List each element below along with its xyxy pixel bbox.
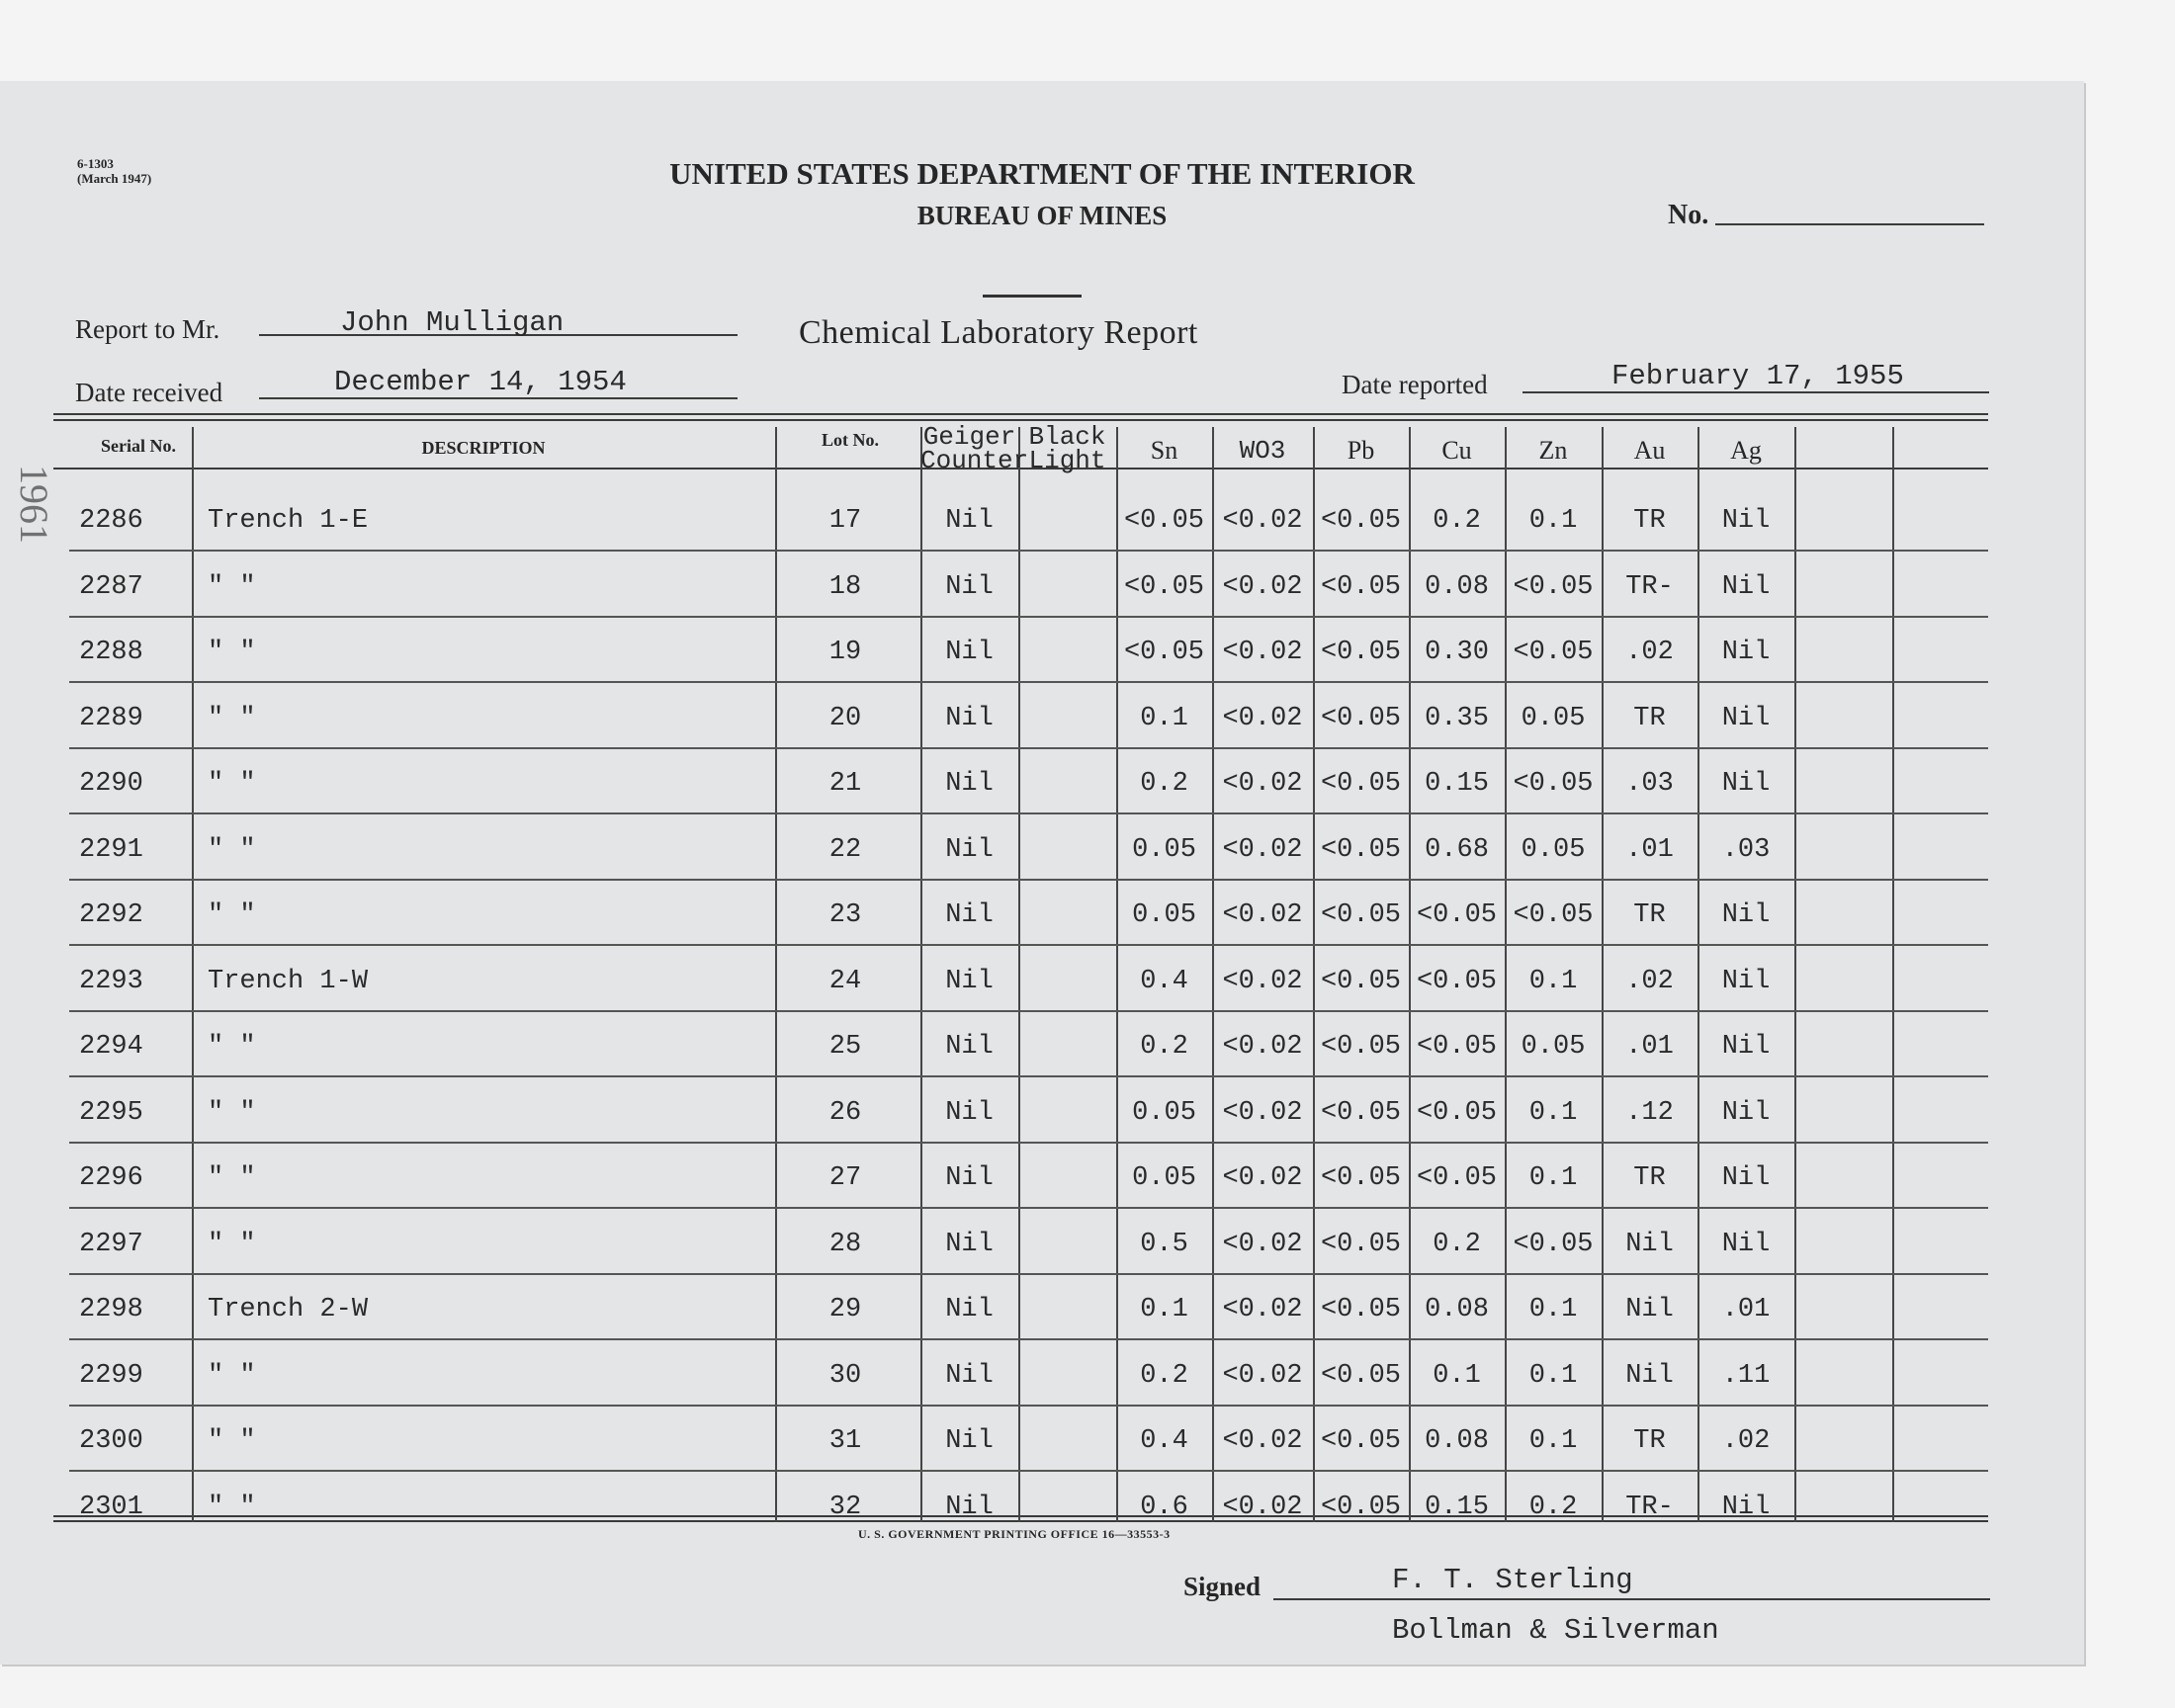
cell-wo3: <0.02 (1222, 638, 1303, 667)
cell-wo3: <0.02 (1222, 1097, 1303, 1128)
cell-pb: <0.05 (1320, 1360, 1401, 1391)
cell-lot: 29 (828, 1295, 862, 1324)
cell-serial: 2295 (79, 1097, 143, 1128)
margin-handwriting: 1961 (12, 465, 56, 544)
cell-sn: 0.5 (1140, 1229, 1188, 1259)
cell-ag: Nil (1721, 638, 1771, 667)
cell-pb: <0.05 (1320, 638, 1401, 667)
signed-label: Signed (1183, 1572, 1262, 1601)
cell-serial: 2294 (79, 1032, 143, 1062)
cell-cu: 0.15 (1425, 1492, 1489, 1522)
header-serial: Serial No. (101, 436, 176, 456)
cell-au: TR (1633, 1426, 1666, 1456)
cell-lot: 31 (828, 1426, 862, 1456)
cell-geiger: Nil (945, 638, 994, 667)
cell-sn: 0.05 (1132, 1163, 1196, 1193)
cell-sn: 0.2 (1140, 769, 1188, 799)
signed-firm: Bollman & Silverman (1392, 1614, 1719, 1647)
cell-sn: 0.2 (1140, 1032, 1188, 1062)
col-divider (192, 427, 194, 1522)
header-pb: Pb (1347, 436, 1375, 465)
col-divider (775, 427, 777, 1522)
cell-zn: 0.05 (1521, 703, 1586, 733)
cell-cu: <0.05 (1416, 1032, 1497, 1062)
cell-description: " " (208, 638, 256, 667)
cell-cu: 0.08 (1425, 1295, 1489, 1324)
cell-geiger: Nil (945, 1295, 994, 1324)
cell-pb: <0.05 (1320, 900, 1401, 930)
cell-geiger: Nil (945, 703, 994, 733)
cell-zn: 0.1 (1528, 1360, 1578, 1391)
row-rule (69, 812, 1988, 814)
cell-zn: 0.1 (1528, 1163, 1578, 1193)
header-geiger: Geiger Counter (920, 422, 1029, 475)
cell-lot: 26 (828, 1097, 862, 1128)
cell-sn: 0.05 (1132, 900, 1196, 930)
cell-ag: Nil (1721, 571, 1771, 602)
cell-zn: <0.05 (1513, 769, 1594, 799)
cell-lot: 18 (828, 571, 862, 602)
cell-geiger: Nil (945, 1426, 994, 1456)
cell-serial: 2291 (79, 834, 143, 865)
cell-lot: 32 (828, 1492, 862, 1522)
report-to-value: John Mulligan (340, 306, 565, 339)
date-received-label: Date received (75, 378, 223, 407)
cell-description: Trench 1-W (208, 966, 369, 996)
col-divider (1892, 427, 1894, 1522)
title-rule (983, 295, 1082, 298)
signed-name: F. T. Sterling (1392, 1564, 1633, 1596)
date-reported-value: February 17, 1955 (1611, 360, 1904, 392)
form-date: (March 1947) (77, 171, 152, 186)
cell-au: TR- (1625, 571, 1674, 602)
cell-geiger: Nil (945, 834, 994, 865)
cell-au: Nil (1625, 1360, 1674, 1391)
cell-wo3: <0.02 (1222, 1229, 1303, 1259)
cell-pb: <0.05 (1320, 571, 1401, 602)
cell-description: " " (208, 1032, 256, 1062)
cell-au: TR (1633, 506, 1666, 536)
cell-cu: 0.30 (1425, 638, 1489, 667)
cell-zn: 0.1 (1528, 1295, 1578, 1324)
cell-description: " " (208, 1492, 256, 1522)
cell-pb: <0.05 (1320, 1163, 1401, 1193)
header-au: Au (1633, 436, 1666, 465)
cell-geiger: Nil (945, 506, 994, 536)
row-rule (69, 1207, 1988, 1209)
cell-ag: Nil (1721, 900, 1771, 930)
cell-sn: 0.4 (1140, 1426, 1188, 1456)
cell-description: " " (208, 1097, 256, 1128)
cell-pb: <0.05 (1320, 1229, 1401, 1259)
row-rule (69, 1338, 1988, 1340)
cell-pb: <0.05 (1320, 966, 1401, 996)
cell-sn: 0.05 (1132, 834, 1196, 865)
cell-zn: 0.1 (1528, 506, 1578, 536)
report-number-line (1715, 223, 1984, 225)
cell-serial: 2286 (79, 506, 143, 536)
row-rule (69, 616, 1988, 618)
cell-geiger: Nil (945, 571, 994, 602)
cell-cu: 0.08 (1425, 571, 1489, 602)
cell-au: TR (1633, 900, 1666, 930)
row-rule (69, 747, 1988, 749)
cell-cu: 0.35 (1425, 703, 1489, 733)
cell-geiger: Nil (945, 1097, 994, 1128)
cell-au: .12 (1625, 1097, 1674, 1128)
cell-ag: Nil (1721, 1097, 1771, 1128)
cell-au: .03 (1625, 769, 1674, 799)
cell-pb: <0.05 (1320, 1295, 1401, 1324)
cell-wo3: <0.02 (1222, 571, 1303, 602)
cell-cu: <0.05 (1416, 1163, 1497, 1193)
header-zn: Zn (1538, 436, 1568, 465)
header-ag: Ag (1730, 436, 1762, 465)
bureau-title: BUREAU OF MINES (916, 201, 1168, 230)
cell-wo3: <0.02 (1222, 703, 1303, 733)
cell-sn: <0.05 (1123, 638, 1204, 667)
cell-au: Nil (1625, 1295, 1674, 1324)
cell-lot: 22 (828, 834, 862, 865)
cell-zn: <0.05 (1513, 638, 1594, 667)
cell-lot: 27 (828, 1163, 862, 1193)
cell-wo3: <0.02 (1222, 966, 1303, 996)
cell-description: " " (208, 1229, 256, 1259)
cell-ag: Nil (1721, 1163, 1771, 1193)
cell-serial: 2293 (79, 966, 143, 996)
row-rule (69, 944, 1988, 946)
cell-serial: 2287 (79, 571, 143, 602)
date-received-value: December 14, 1954 (334, 366, 627, 398)
cell-lot: 21 (828, 769, 862, 799)
cell-geiger: Nil (945, 769, 994, 799)
cell-ag: .11 (1721, 1360, 1771, 1391)
header-lot: Lot No. (822, 430, 879, 450)
cell-description: " " (208, 1360, 256, 1391)
cell-geiger: Nil (945, 966, 994, 996)
report-number-label: No. (1668, 200, 1709, 230)
cell-description: " " (208, 769, 256, 799)
cell-pb: <0.05 (1320, 1097, 1401, 1128)
row-rule (69, 879, 1988, 881)
cell-serial: 2290 (79, 769, 143, 799)
row-rule (69, 1142, 1988, 1144)
cell-zn: <0.05 (1513, 571, 1594, 602)
cell-lot: 19 (828, 638, 862, 667)
cell-geiger: Nil (945, 1032, 994, 1062)
cell-pb: <0.05 (1320, 1426, 1401, 1456)
cell-description: Trench 2-W (208, 1295, 369, 1324)
cell-ag: Nil (1721, 1492, 1771, 1522)
cell-ag: .02 (1721, 1426, 1771, 1456)
cell-serial: 2301 (79, 1492, 143, 1522)
cell-lot: 30 (828, 1360, 862, 1391)
cell-description: " " (208, 703, 256, 733)
cell-pb: <0.05 (1320, 834, 1401, 865)
header-sn: Sn (1150, 436, 1178, 465)
date-reported-label: Date reported (1342, 370, 1488, 399)
cell-serial: 2296 (79, 1163, 143, 1193)
cell-cu: <0.05 (1416, 966, 1497, 996)
cell-sn: 0.4 (1140, 966, 1188, 996)
cell-cu: 0.15 (1425, 769, 1489, 799)
cell-zn: 0.05 (1521, 1032, 1586, 1062)
cell-pb: <0.05 (1320, 1032, 1401, 1062)
cell-wo3: <0.02 (1222, 1492, 1303, 1522)
cell-geiger: Nil (945, 1163, 994, 1193)
form-number: 6-1303 (77, 156, 114, 171)
cell-zn: 0.1 (1528, 1097, 1578, 1128)
cell-description: " " (208, 1163, 256, 1193)
cell-sn: 0.05 (1132, 1097, 1196, 1128)
row-rule (69, 1075, 1988, 1077)
cell-wo3: <0.02 (1222, 1295, 1303, 1324)
cell-serial: 2299 (79, 1360, 143, 1391)
row-rule (69, 681, 1988, 683)
cell-description: Trench 1-E (208, 506, 369, 536)
cell-serial: 2298 (79, 1295, 143, 1324)
cell-serial: 2292 (79, 900, 143, 930)
cell-geiger: Nil (945, 900, 994, 930)
cell-lot: 20 (828, 703, 862, 733)
col-divider (1018, 427, 1020, 1522)
cell-lot: 23 (828, 900, 862, 930)
cell-description: " " (208, 571, 256, 602)
cell-ag: Nil (1721, 506, 1771, 536)
cell-wo3: <0.02 (1222, 1163, 1303, 1193)
cell-au: Nil (1625, 1229, 1674, 1259)
cell-au: .01 (1625, 834, 1674, 865)
cell-sn: 0.2 (1140, 1360, 1188, 1391)
header-description: DESCRIPTION (421, 438, 546, 458)
cell-ag: Nil (1721, 1032, 1771, 1062)
cell-wo3: <0.02 (1222, 506, 1303, 536)
cell-cu: <0.05 (1416, 900, 1497, 930)
cell-ag: .03 (1721, 834, 1771, 865)
header-cu: Cu (1441, 436, 1472, 465)
cell-serial: 2289 (79, 703, 143, 733)
row-rule (69, 550, 1988, 552)
cell-au: .02 (1625, 638, 1674, 667)
cell-cu: 0.2 (1433, 506, 1481, 536)
printing-office-note: U. S. GOVERNMENT PRINTING OFFICE 16—33553-3 (858, 1527, 1171, 1541)
table-top-rule (53, 413, 1988, 415)
row-rule (69, 1273, 1988, 1275)
cell-sn: 0.6 (1140, 1492, 1188, 1522)
cell-ag: Nil (1721, 966, 1771, 996)
cell-cu: <0.05 (1416, 1097, 1497, 1128)
cell-pb: <0.05 (1320, 1492, 1401, 1522)
cell-geiger: Nil (945, 1360, 994, 1391)
cell-serial: 2288 (79, 638, 143, 667)
cell-serial: 2297 (79, 1229, 143, 1259)
cell-zn: 0.1 (1528, 966, 1578, 996)
cell-ag: .01 (1721, 1295, 1771, 1324)
cell-au: .01 (1625, 1032, 1674, 1062)
cell-lot: 25 (828, 1032, 862, 1062)
cell-au: .02 (1625, 966, 1674, 996)
cell-cu: 0.68 (1425, 834, 1489, 865)
header-wo3: WO3 (1239, 436, 1286, 466)
cell-zn: <0.05 (1513, 1229, 1594, 1259)
cell-au: TR (1633, 1163, 1666, 1193)
cell-description: " " (208, 834, 256, 865)
cell-cu: 0.2 (1433, 1229, 1481, 1259)
cell-geiger: Nil (945, 1229, 994, 1259)
cell-cu: 0.08 (1425, 1426, 1489, 1456)
cell-wo3: <0.02 (1222, 1426, 1303, 1456)
report-title: Chemical Laboratory Report (799, 314, 1198, 351)
cell-wo3: <0.02 (1222, 834, 1303, 865)
cell-sn: <0.05 (1123, 571, 1204, 602)
agency-title: UNITED STATES DEPARTMENT OF THE INTERIOR (669, 156, 1415, 191)
cell-zn: 0.1 (1528, 1426, 1578, 1456)
cell-sn: 0.1 (1140, 703, 1188, 733)
cell-serial: 2300 (79, 1426, 143, 1456)
row-rule (69, 1010, 1988, 1012)
table-top-rule-2 (53, 419, 1988, 421)
row-rule (69, 1470, 1988, 1472)
cell-pb: <0.05 (1320, 703, 1401, 733)
cell-wo3: <0.02 (1222, 1032, 1303, 1062)
cell-sn: <0.05 (1123, 506, 1204, 536)
cell-ag: Nil (1721, 1229, 1771, 1259)
cell-cu: 0.1 (1433, 1360, 1481, 1391)
cell-lot: 28 (828, 1229, 862, 1259)
cell-sn: 0.1 (1140, 1295, 1188, 1324)
signature-line (1273, 1598, 1990, 1600)
col-divider (1794, 427, 1796, 1522)
header-black-light: Black Light (1028, 422, 1106, 475)
cell-ag: Nil (1721, 769, 1771, 799)
cell-au: TR- (1625, 1492, 1674, 1522)
cell-au: TR (1633, 703, 1666, 733)
report-to-label: Report to Mr. (75, 314, 220, 344)
cell-lot: 17 (828, 506, 862, 536)
cell-zn: 0.05 (1521, 834, 1586, 865)
cell-geiger: Nil (945, 1492, 994, 1522)
cell-wo3: <0.02 (1222, 1360, 1303, 1391)
cell-lot: 24 (828, 966, 862, 996)
cell-ag: Nil (1721, 703, 1771, 733)
row-rule (69, 1405, 1988, 1407)
cell-wo3: <0.02 (1222, 769, 1303, 799)
cell-pb: <0.05 (1320, 506, 1401, 536)
cell-pb: <0.05 (1320, 769, 1401, 799)
cell-description: " " (208, 1426, 256, 1456)
cell-description: " " (208, 900, 256, 930)
cell-zn: 0.2 (1528, 1492, 1578, 1522)
cell-wo3: <0.02 (1222, 900, 1303, 930)
cell-zn: <0.05 (1513, 900, 1594, 930)
